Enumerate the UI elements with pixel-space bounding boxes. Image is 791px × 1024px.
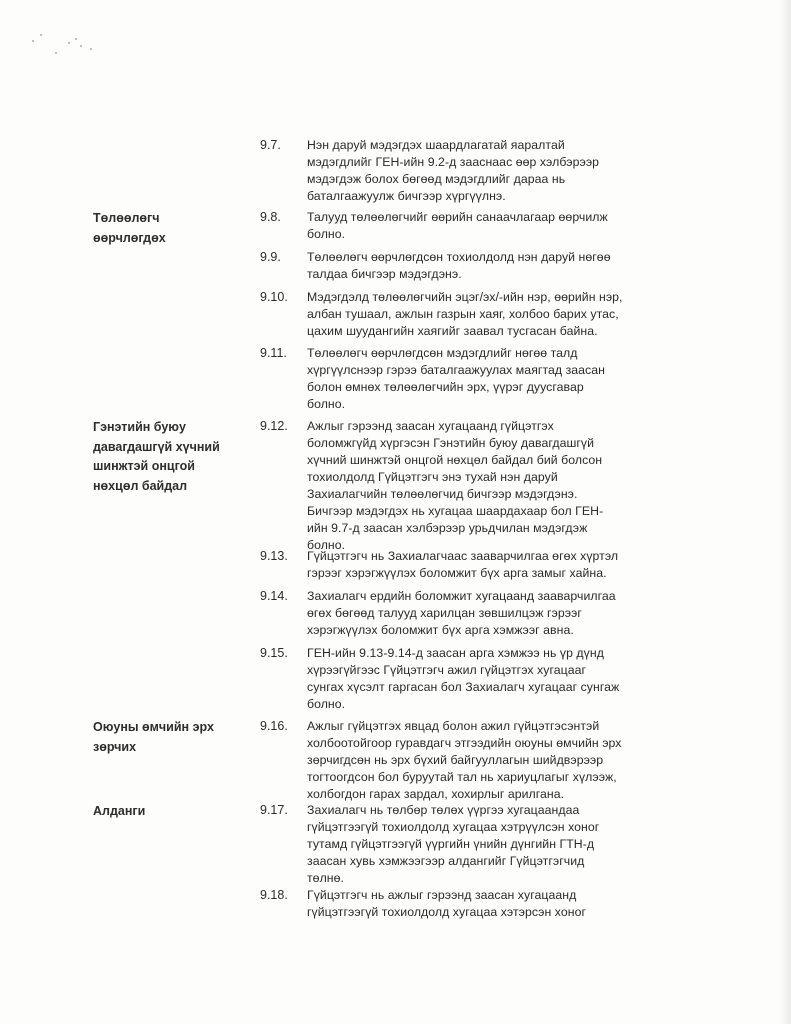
clause-text: Мэдэгдэлд төлөөлөгчийн эцэг/эх/-ийн нэр, өөрийн нэр, албан тушаал, ажлын газрын хаяг, холбоо барих утас, цахим шуудангийн хаягийг заавал тусгасан байна.	[307, 290, 623, 338]
clause-9-15	[260, 645, 660, 713]
clause-number: 9.7.	[260, 138, 281, 152]
clause-text: Захиалагч нь төлбөр төлөх үүргээ хугацаандаа гүйцэтгээгүй тохиолдолд хугацаа хэтрүүлсэн хоног тутамд гүйцэтгээгүй үүргийн үнийн дүнгийн ГТН-д заасан хувь хэмжээгээр алдангийг Гүйцэтгэгчид төлнө.	[307, 803, 600, 885]
label-force-majeure: Гэнэтийн буюу давагдашгүй хүчний шинжтэй онцгой нөхцөл байдал	[93, 420, 220, 493]
clause-9-14	[260, 588, 660, 639]
label-ip-rights: Оюуны өмчийн эрх зөрчих	[93, 720, 214, 754]
clause-9-8	[260, 209, 660, 243]
clause-9-16	[260, 718, 660, 803]
clause-number: 9.11.	[260, 346, 287, 360]
clause-text: Ажлыг гэрээнд заасан хугацаанд гүйцэтгэх боломжгүйд хүргэсэн Гэнэтийн буюу давагдашгүй хүчний шинжтэй онцгой нөхцөл байдал бий болсон тохиолдолд Гүйцэтгэгч энэ тухай нэн даруй Захиалагчийн төлөөлөгчид бичгээр мэдэгдэнэ. Бичгээр мэдэгдэх нь хугацаа шаардахаар бол ГЕН- ийн 9.7-д заасан хэлбэрээр урьдчилан мэдэгдэж болно.	[307, 419, 604, 552]
clause-text: Талууд төлөөлөгчийг өөрийн санаачлагаар өөрчилж болно.	[307, 210, 608, 241]
clause-number: 9.13.	[260, 549, 288, 563]
clause-text: Төлөөлөгч өөрчлөгдсөн мэдэгдлийг нөгөө талд хүргүүлснээр гэрээ баталгаажуулах маягтад заасан болон өмнөх төлөөлөгчийн эрх, үүрэг дуусгавар болно.	[307, 346, 605, 411]
clause-number: 9.12.	[260, 419, 288, 433]
clause-9-17	[260, 802, 660, 887]
clause-number: 9.17.	[260, 803, 288, 817]
clause-number: 9.15.	[260, 646, 288, 660]
clause-9-18	[260, 887, 660, 921]
clause-number: 9.9.	[260, 250, 281, 264]
scan-specks	[30, 30, 100, 60]
label-plan-change: Төлөөлөгч өөрчлөгдөх	[93, 211, 166, 245]
clause-text: Гүйцэтгэгч нь ажлыг гэрээнд заасан хугацаанд гүйцэтгээгүй тохиолдолд хугацаа хэтэрсэн хоног	[307, 888, 587, 919]
clause-number: 9.14.	[260, 589, 288, 603]
clause-9-9	[260, 249, 660, 283]
clause-text: Төлөөлөгч өөрчлөгдсөн тохиолдолд нэн даруй нөгөө талдаа бичгээр мэдэгдэнэ.	[307, 250, 611, 281]
label-penalty: Алданги	[93, 804, 146, 818]
clause-number: 9.10.	[260, 290, 288, 304]
clause-text: Гүйцэтгэгч нь Захиалагчаас зааварчилгаа өгөх хүртэл гэрээг хэрэгжүүлэх боломжит бүх арга замыг хайна.	[307, 549, 619, 580]
clause-9-12	[260, 418, 660, 554]
clause-9-7	[260, 137, 660, 205]
scan-edge-shadow	[779, 0, 791, 1024]
clause-text: ГЕН-ийн 9.13-9.14-д заасан арга хэмжээ нь үр дүнд хүрээгүйгээс Гүйцэтгэгч ажил гүйцэтгэх хугацааг сунгах хүсэлт гаргасан бол Захиалагч хугацааг сунгаж болно.	[307, 646, 620, 711]
clause-9-13	[260, 548, 660, 582]
clause-text: Захиалагч ердийн боломжит хугацаанд зааварчилгаа өгөх бөгөөд талууд харилцан зөвшилцэж гэрээг хэрэгжүүлэх боломжит бүх арга хэмжээг авна.	[307, 589, 616, 637]
clause-number: 9.18.	[260, 888, 288, 902]
clause-text: Нэн даруй мэдэгдэх шаардлагатай яаралтай мэдэгдлийг ГЕН-ийн 9.2-д зааснаас өөр хэлбэрээр мэдэгдэж болох бөгөөд мэдэгдлийг дараа нь баталгаажуулж бичгээр хүргүүлнэ.	[307, 138, 600, 203]
clause-number: 9.16.	[260, 719, 288, 733]
clause-9-10	[260, 289, 660, 340]
clause-text: Ажлыг гүйцэтгэх явцад болон ажил гүйцэтгэсэнтэй холбоотойгоор гуравдагч этгээдийн оюуны өмчийн эрх зөрчигдсөн нь эрх бүхий байгууллагын шийдвэрээр тогтоогдсон бол буруутай тал нь хариуцлагыг хүлээж, холбогдон гарах зардал, хохирлыг арилгана.	[307, 719, 622, 801]
clause-9-11	[260, 345, 660, 413]
clause-number: 9.8.	[260, 210, 281, 224]
